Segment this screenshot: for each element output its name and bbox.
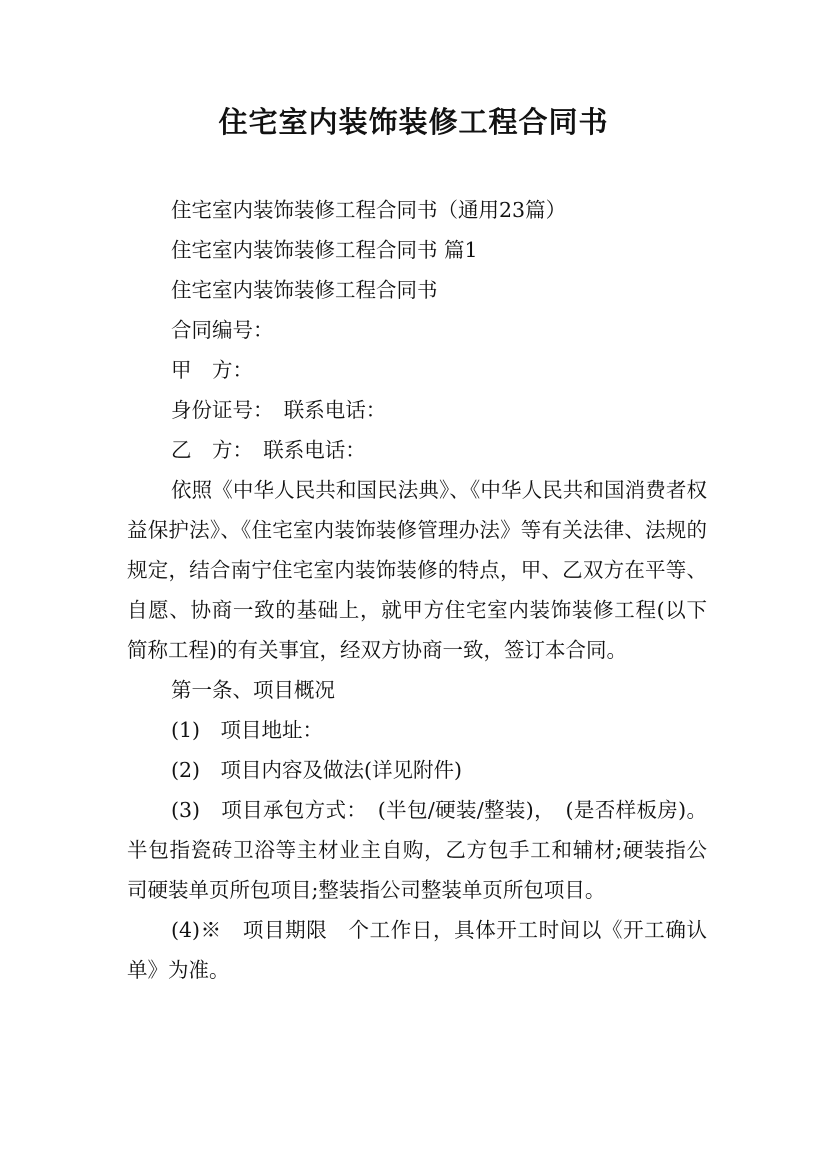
article-1-heading: 第一条、项目概况 — [171, 678, 335, 702]
item-2-content: (2) 项目内容及做法(详见附件) — [171, 758, 463, 782]
item-3-contract-method: (3) 项目承包方式： (半包/硬装/整装)， (是否样板房)。半包指瓷砖卫浴等主材业主自购，乙方包手工和辅材;硬装指公司硬装单页所包项目;整装指公司整装单页所包项目。 — [127, 798, 707, 902]
subtitle-line: 住宅室内装饰装修工程合同书（通用23篇） — [171, 198, 567, 222]
id-phone-field: 身份证号： 联系电话： — [171, 398, 387, 422]
contract-name-line: 住宅室内装饰装修工程合同书 — [171, 278, 438, 302]
party-b-field: 乙 方： 联系电话： — [171, 438, 366, 462]
item-4-period: (4)※ 项目期限 个工作日，具体开工时间以《开工确认单》为准。 — [127, 918, 707, 982]
chapter-line: 住宅室内装饰装修工程合同书 篇1 — [171, 238, 478, 262]
contract-number-field: 合同编号： — [171, 318, 274, 342]
party-a-field: 甲 方： — [171, 358, 253, 382]
preamble-paragraph: 依照《中华人民共和国民法典》、《中华人民共和国消费者权益保护法》、《住宅室内装饰装修管理办法》等有关法律、法规的规定，结合南宁住宅室内装饰装修的特点，甲、乙双方在平等、自愿、协商一致的基础上，就甲方住宅室内装饰装修工程(以下简称工程)的有关事宜，经双方协商一致，签订本合同。 — [127, 478, 707, 662]
document-title: 住宅室内装饰装修工程合同书 — [218, 105, 609, 139]
document-body — [127, 190, 707, 990]
item-1-address: (1) 项目地址： — [171, 718, 324, 742]
